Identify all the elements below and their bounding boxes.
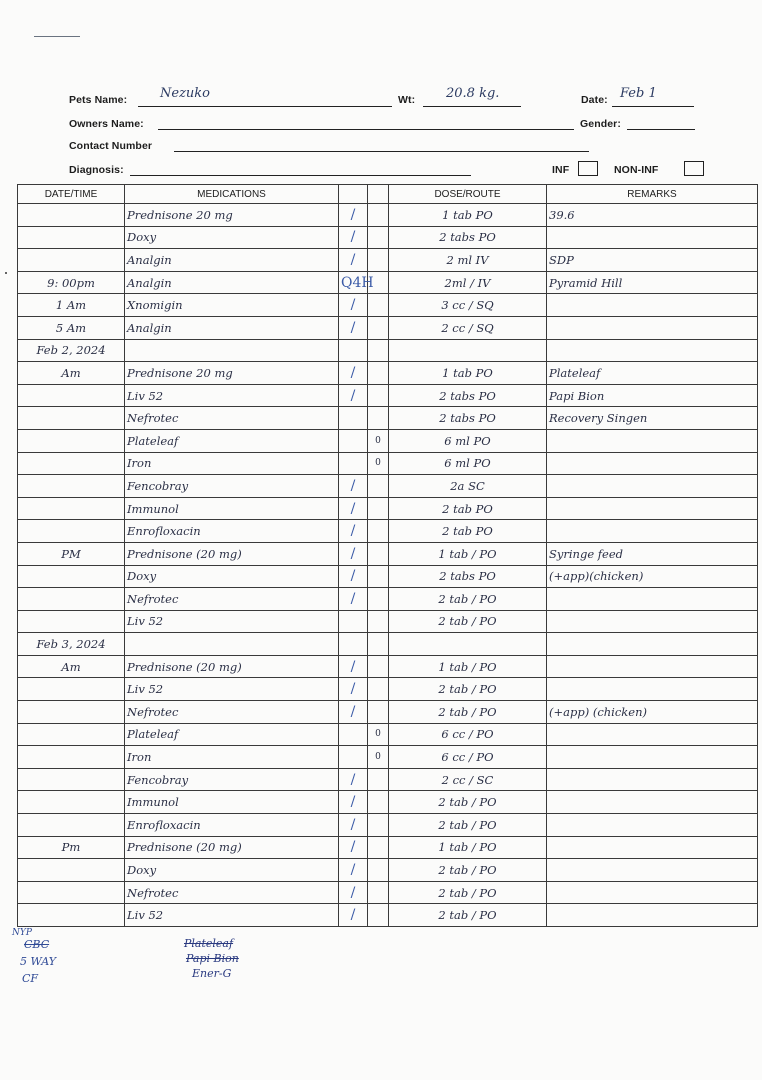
dose-cell[interactable]: 2a SC (389, 475, 547, 498)
table-row (18, 271, 758, 294)
dose-cell[interactable]: 2 tab / PO (389, 814, 547, 837)
date-cell[interactable] (18, 701, 125, 724)
table-row (18, 452, 758, 475)
dose-cell[interactable] (389, 339, 547, 362)
medication-cell[interactable]: Analgin (125, 271, 339, 294)
noninf-checkbox[interactable] (684, 161, 704, 176)
medication-cell[interactable]: Prednisone 20 mg (125, 362, 339, 385)
mark-cell[interactable] (368, 678, 389, 701)
date-cell[interactable] (18, 723, 125, 746)
table-row (18, 633, 758, 656)
date-cell[interactable] (18, 859, 125, 882)
dose-cell[interactable]: 2 tab / PO (389, 881, 547, 904)
footer-note-cf: CF (22, 972, 39, 985)
date-value[interactable]: Feb 1 (620, 86, 657, 101)
date-cell[interactable]: Feb 3, 2024 (18, 633, 125, 656)
noninf-label: NON-INF (614, 164, 659, 176)
medication-cell[interactable]: Prednisone (20 mg) (125, 542, 339, 565)
date-cell[interactable] (18, 610, 125, 633)
check-cell[interactable]: / (339, 881, 368, 904)
medication-cell[interactable]: Immunol (125, 497, 339, 520)
remarks-cell[interactable] (547, 429, 758, 452)
check-cell[interactable]: / (339, 791, 368, 814)
dose-cell[interactable]: 2 tabs PO (389, 407, 547, 430)
remarks-cell[interactable]: Plateleaf (547, 362, 758, 385)
dose-cell[interactable]: 2 tab / PO (389, 859, 547, 882)
mark-cell[interactable] (368, 294, 389, 317)
check-cell[interactable] (339, 407, 368, 430)
medication-cell[interactable]: Doxy (125, 565, 339, 588)
remarks-cell[interactable] (547, 678, 758, 701)
remarks-cell[interactable] (547, 904, 758, 927)
diagnosis-line[interactable] (130, 175, 471, 176)
footer-med-papibion: Papi Bion (186, 952, 239, 965)
dose-cell[interactable]: 6 ml PO (389, 452, 547, 475)
table-row (18, 407, 758, 430)
mark-cell[interactable] (368, 226, 389, 249)
dose-cell[interactable]: 2 tab PO (389, 497, 547, 520)
top-dash (34, 36, 80, 37)
date-cell[interactable] (18, 384, 125, 407)
remarks-cell[interactable] (547, 452, 758, 475)
mark-cell[interactable] (368, 768, 389, 791)
mark-cell[interactable] (368, 655, 389, 678)
table-row (18, 294, 758, 317)
date-cell[interactable] (18, 588, 125, 611)
date-cell[interactable] (18, 497, 125, 520)
check-cell[interactable] (339, 339, 368, 362)
gender-line[interactable] (627, 129, 695, 130)
check-cell[interactable]: / (339, 249, 368, 272)
date-cell[interactable] (18, 475, 125, 498)
table-row (18, 723, 758, 746)
dose-cell[interactable]: 2 cc / SC (389, 768, 547, 791)
date-cell[interactable]: 1 Am (18, 294, 125, 317)
date-cell[interactable] (18, 768, 125, 791)
check-cell[interactable] (339, 452, 368, 475)
dose-cell[interactable]: 6 cc / PO (389, 746, 547, 769)
check-cell[interactable]: / (339, 475, 368, 498)
remarks-cell[interactable] (547, 497, 758, 520)
remarks-cell[interactable] (547, 881, 758, 904)
mark-cell[interactable]: 0 (368, 746, 389, 769)
date-cell[interactable] (18, 520, 125, 543)
check-cell[interactable]: / (339, 565, 368, 588)
table-row (18, 339, 758, 362)
date-cell[interactable]: Am (18, 655, 125, 678)
medication-cell[interactable]: Immunol (125, 791, 339, 814)
remarks-cell[interactable] (547, 655, 758, 678)
dose-cell[interactable]: 6 ml PO (389, 429, 547, 452)
dose-cell[interactable]: 2ml / IV (389, 271, 547, 294)
check-cell[interactable]: / (339, 520, 368, 543)
table-row (18, 542, 758, 565)
date-cell[interactable]: Feb 2, 2024 (18, 339, 125, 362)
date-cell[interactable] (18, 881, 125, 904)
mark-cell[interactable]: 0 (368, 429, 389, 452)
check-cell[interactable]: / (339, 836, 368, 859)
medication-cell[interactable]: Nefrotec (125, 881, 339, 904)
table-row (18, 226, 758, 249)
remarks-cell[interactable]: (+app) (chicken) (547, 701, 758, 724)
dose-cell[interactable] (389, 633, 547, 656)
mark-cell[interactable] (368, 204, 389, 227)
mark-cell[interactable] (368, 249, 389, 272)
table-row (18, 316, 758, 339)
remarks-cell[interactable]: Papi Bion (547, 384, 758, 407)
remarks-cell[interactable] (547, 475, 758, 498)
remarks-cell[interactable] (547, 588, 758, 611)
remarks-cell[interactable] (547, 339, 758, 362)
dose-cell[interactable]: 1 tab / PO (389, 836, 547, 859)
date-cell[interactable] (18, 814, 125, 837)
remarks-cell[interactable] (547, 791, 758, 814)
medication-cell[interactable]: Liv 52 (125, 384, 339, 407)
dose-cell[interactable]: 1 tab / PO (389, 655, 547, 678)
remarks-cell[interactable]: (+app)(chicken) (547, 565, 758, 588)
medication-cell[interactable]: Liv 52 (125, 904, 339, 927)
date-cell[interactable] (18, 249, 125, 272)
check-cell[interactable] (339, 429, 368, 452)
table-row (18, 701, 758, 724)
table-row (18, 565, 758, 588)
inf-checkbox[interactable] (578, 161, 598, 176)
table-row (18, 204, 758, 227)
mark-cell[interactable] (368, 904, 389, 927)
medication-cell[interactable] (125, 633, 339, 656)
mark-cell[interactable] (368, 339, 389, 362)
mark-cell[interactable] (368, 610, 389, 633)
check-cell[interactable] (339, 746, 368, 769)
footer-note-5way: 5 WAY (20, 955, 57, 968)
medication-cell[interactable]: Iron (125, 452, 339, 475)
mark-cell[interactable] (368, 316, 389, 339)
table-row (18, 904, 758, 927)
mark-cell[interactable] (368, 407, 389, 430)
medication-cell[interactable]: Enrofloxacin (125, 520, 339, 543)
date-cell[interactable]: 5 Am (18, 316, 125, 339)
check-cell[interactable]: / (339, 362, 368, 385)
remarks-cell[interactable] (547, 746, 758, 769)
contact-line[interactable] (174, 151, 589, 152)
date-cell[interactable]: 9: 00pm (18, 271, 125, 294)
footer-note-cbc: CBC (24, 938, 50, 951)
check-cell[interactable]: / (339, 859, 368, 882)
medication-cell[interactable]: Doxy (125, 859, 339, 882)
check-cell[interactable]: / (339, 542, 368, 565)
check-cell[interactable]: / (339, 588, 368, 611)
owners-name-line[interactable] (158, 129, 574, 130)
remarks-cell[interactable]: Recovery Singen (547, 407, 758, 430)
medication-cell[interactable]: Fencobray (125, 768, 339, 791)
dose-cell[interactable]: 2 tab / PO (389, 701, 547, 724)
weight-value[interactable]: 20.8 kg. (446, 86, 500, 101)
remarks-cell[interactable] (547, 520, 758, 543)
table-row (18, 497, 758, 520)
check-cell[interactable] (339, 610, 368, 633)
column-header-date: DATE/TIME (18, 185, 125, 204)
medication-cell[interactable]: Liv 52 (125, 678, 339, 701)
column-header-check (339, 185, 368, 204)
medication-cell[interactable]: Liv 52 (125, 610, 339, 633)
medication-cell[interactable]: Enrofloxacin (125, 814, 339, 837)
table-row (18, 362, 758, 385)
remarks-cell[interactable]: Syringe feed (547, 542, 758, 565)
mark-cell[interactable] (368, 588, 389, 611)
pets-name-line (138, 106, 392, 107)
dose-cell[interactable]: 2 tabs PO (389, 565, 547, 588)
check-cell[interactable] (339, 633, 368, 656)
remarks-cell[interactable] (547, 768, 758, 791)
diagnosis-label: Diagnosis: (69, 164, 124, 176)
check-cell[interactable]: / (339, 655, 368, 678)
date-cell[interactable] (18, 407, 125, 430)
mark-cell[interactable] (368, 859, 389, 882)
medication-cell[interactable]: Fencobray (125, 475, 339, 498)
contact-label: Contact Number (69, 140, 153, 152)
date-cell[interactable] (18, 678, 125, 701)
column-header-dose: DOSE/ROUTE (389, 185, 547, 204)
date-cell[interactable]: Am (18, 362, 125, 385)
table-row (18, 746, 758, 769)
footer-note-top: NYP (12, 928, 32, 938)
check-cell[interactable]: Q4H (339, 271, 368, 294)
pets-name-label: Pets Name: (69, 94, 128, 106)
mark-cell[interactable]: 0 (368, 452, 389, 475)
medication-cell[interactable]: Plateleaf (125, 429, 339, 452)
mark-cell[interactable] (368, 791, 389, 814)
dose-cell[interactable]: 2 tab / PO (389, 588, 547, 611)
medication-cell[interactable]: Doxy (125, 226, 339, 249)
date-line (612, 106, 694, 107)
mark-cell[interactable] (368, 384, 389, 407)
date-cell[interactable] (18, 204, 125, 227)
mark-cell[interactable] (368, 836, 389, 859)
remarks-cell[interactable] (547, 226, 758, 249)
date-label: Date: (581, 94, 608, 106)
column-header-remarks: REMARKS (547, 185, 758, 204)
dose-cell[interactable]: 2 ml IV (389, 249, 547, 272)
date-cell[interactable] (18, 791, 125, 814)
check-cell[interactable]: / (339, 904, 368, 927)
remarks-cell[interactable] (547, 610, 758, 633)
table-row (18, 881, 758, 904)
date-cell[interactable] (18, 904, 125, 927)
medication-cell[interactable]: Prednisone (20 mg) (125, 655, 339, 678)
dose-cell[interactable]: 2 tab PO (389, 520, 547, 543)
mark-cell[interactable] (368, 362, 389, 385)
medication-cell[interactable]: Analgin (125, 316, 339, 339)
dose-cell[interactable]: 1 tab PO (389, 204, 547, 227)
dose-cell[interactable]: 6 cc / PO (389, 723, 547, 746)
table-row (18, 520, 758, 543)
inf-label: INF (552, 164, 570, 176)
medication-cell[interactable]: Xnomigin (125, 294, 339, 317)
table-row (18, 678, 758, 701)
table-row (18, 249, 758, 272)
table-row (18, 429, 758, 452)
table-row (18, 791, 758, 814)
dose-cell[interactable]: 2 tab / PO (389, 610, 547, 633)
medication-cell[interactable]: Prednisone 20 mg (125, 204, 339, 227)
date-cell[interactable] (18, 565, 125, 588)
table-row (18, 384, 758, 407)
dose-cell[interactable]: 2 tab / PO (389, 904, 547, 927)
mark-cell[interactable] (368, 701, 389, 724)
date-cell[interactable]: Pm (18, 836, 125, 859)
check-cell[interactable]: / (339, 294, 368, 317)
table-row (18, 610, 758, 633)
medication-cell[interactable]: Nefrotec (125, 407, 339, 430)
table-row (18, 859, 758, 882)
medication-cell[interactable]: Prednisone (20 mg) (125, 836, 339, 859)
mark-cell[interactable]: 0 (368, 723, 389, 746)
remarks-cell[interactable]: Pyramid Hill (547, 271, 758, 294)
margin-dot (5, 272, 7, 274)
medication-table (17, 184, 758, 927)
mark-cell[interactable] (368, 881, 389, 904)
remarks-cell[interactable] (547, 723, 758, 746)
medication-cell[interactable] (125, 339, 339, 362)
check-cell[interactable]: / (339, 384, 368, 407)
dose-cell[interactable]: 1 tab / PO (389, 542, 547, 565)
date-cell[interactable] (18, 429, 125, 452)
table-row (18, 814, 758, 837)
mark-cell[interactable] (368, 565, 389, 588)
footer-med-plateleaf: Plateleaf (184, 937, 234, 950)
mark-cell[interactable] (368, 520, 389, 543)
dose-cell[interactable]: 2 tabs PO (389, 226, 547, 249)
table-header-row (18, 185, 758, 204)
dose-cell[interactable]: 2 cc / SQ (389, 316, 547, 339)
remarks-cell[interactable] (547, 316, 758, 339)
date-cell[interactable] (18, 452, 125, 475)
remarks-cell[interactable] (547, 294, 758, 317)
dose-cell[interactable]: 2 tabs PO (389, 384, 547, 407)
column-header-mark (368, 185, 389, 204)
medication-cell[interactable]: Plateleaf (125, 723, 339, 746)
check-cell[interactable]: / (339, 678, 368, 701)
date-cell[interactable] (18, 746, 125, 769)
dose-cell[interactable]: 1 tab PO (389, 362, 547, 385)
table-row (18, 768, 758, 791)
check-cell[interactable]: / (339, 226, 368, 249)
mark-cell[interactable] (368, 475, 389, 498)
table-row (18, 655, 758, 678)
date-cell[interactable] (18, 226, 125, 249)
table-row (18, 475, 758, 498)
remarks-cell[interactable] (547, 633, 758, 656)
mark-cell[interactable] (368, 542, 389, 565)
remarks-cell[interactable] (547, 814, 758, 837)
remarks-cell[interactable] (547, 836, 758, 859)
remarks-cell[interactable]: 39.6 (547, 204, 758, 227)
check-cell[interactable]: / (339, 204, 368, 227)
check-cell[interactable] (339, 723, 368, 746)
medication-cell[interactable]: Analgin (125, 249, 339, 272)
gender-label: Gender: (580, 118, 621, 130)
table-row (18, 836, 758, 859)
check-cell[interactable]: / (339, 497, 368, 520)
medication-cell[interactable]: Nefrotec (125, 588, 339, 611)
weight-line (423, 106, 521, 107)
mark-cell[interactable] (368, 633, 389, 656)
check-cell[interactable]: / (339, 316, 368, 339)
weight-label: Wt: (398, 94, 416, 106)
table-row (18, 588, 758, 611)
mark-cell[interactable] (368, 814, 389, 837)
pets-name-value[interactable]: Nezuko (160, 86, 210, 101)
dose-cell[interactable]: 2 tab / PO (389, 791, 547, 814)
dose-cell[interactable]: 2 tab / PO (389, 678, 547, 701)
remarks-cell[interactable] (547, 859, 758, 882)
owners-name-label: Owners Name: (69, 118, 144, 130)
check-cell[interactable]: / (339, 701, 368, 724)
column-header-medications: MEDICATIONS (125, 185, 339, 204)
dose-cell[interactable]: 3 cc / SQ (389, 294, 547, 317)
check-cell[interactable]: / (339, 814, 368, 837)
remarks-cell[interactable]: SDP (547, 249, 758, 272)
medication-cell[interactable]: Iron (125, 746, 339, 769)
footer-med-energ: Ener-G (192, 967, 232, 980)
date-cell[interactable]: PM (18, 542, 125, 565)
check-cell[interactable]: / (339, 768, 368, 791)
mark-cell[interactable] (368, 497, 389, 520)
medication-cell[interactable]: Nefrotec (125, 701, 339, 724)
